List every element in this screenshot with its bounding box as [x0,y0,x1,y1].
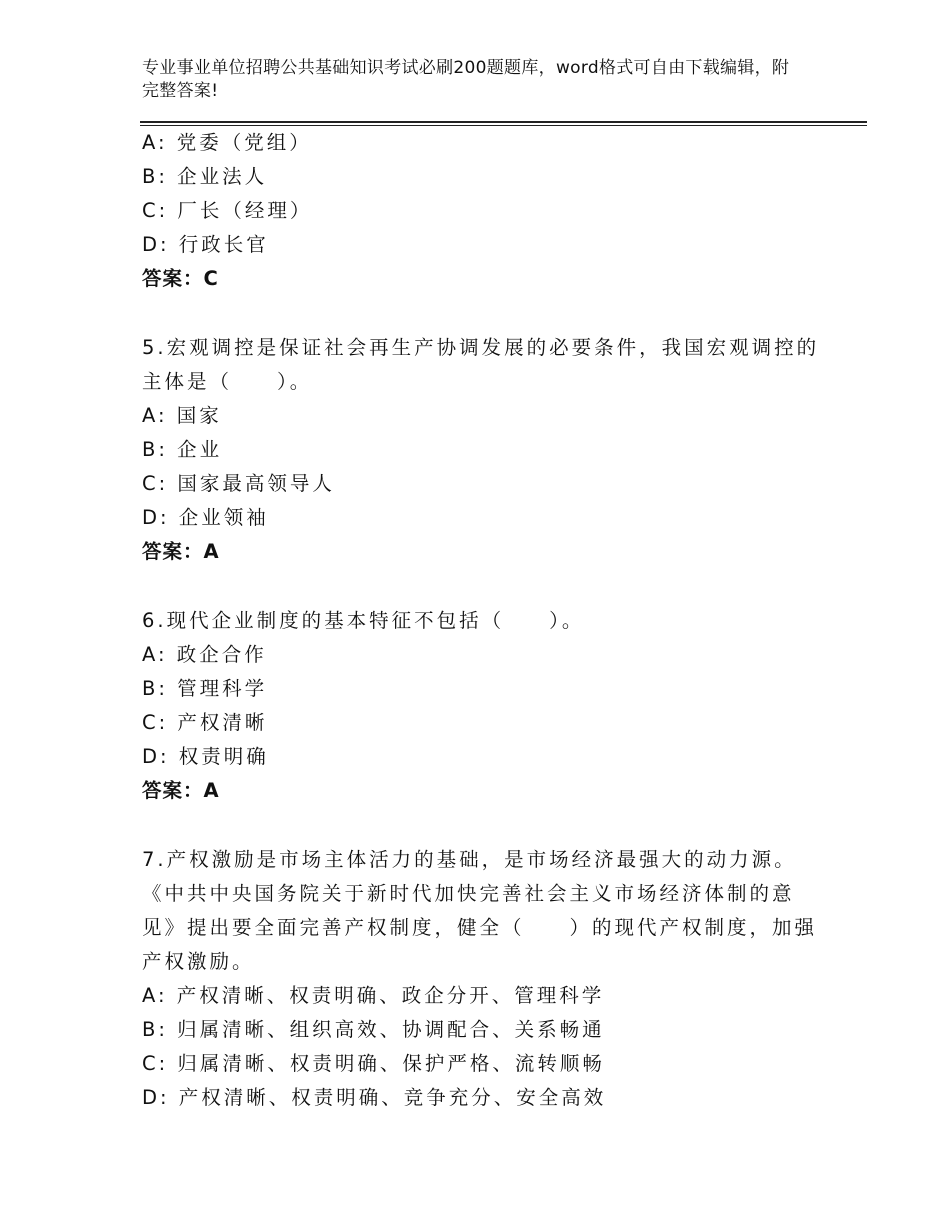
question-text-line: 产权激励。 [142,950,255,973]
option-b: B: 归属清晰、组织高效、协调配合、关系畅通 [142,1018,605,1041]
question-text-line: 7.产权激励是市场主体活力的基础，是市场经济最强大的动力源。 [142,848,797,871]
question-text-line: 主体是（ ）。 [142,370,313,393]
option-a: A: 产权清晰、权责明确、政企分开、管理科学 [142,984,605,1007]
question-text-line: 6.现代企业制度的基本特征不包括（ ）。 [142,609,585,632]
option-c: C: 归属清晰、权责明确、保护严格、流转顺畅 [142,1052,605,1075]
question-text-line: 见》提出要全面完善产权制度，健全（ ）的现代产权制度，加强 [142,916,818,939]
option-c: C: 厂长（经理） [142,199,313,222]
option-c: C: 产权清晰 [142,711,268,734]
option-c: C: 国家最高领导人 [142,472,335,495]
question-text-line: 5.宏观调控是保证社会再生产协调发展的必要条件，我国宏观调控的 [142,336,820,359]
question-text-line: 《中共中央国务院关于新时代加快完善社会主义市场经济体制的意 [142,882,795,905]
option-a: A: 国家 [142,404,222,427]
header-rule-thin [140,125,867,126]
option-b: B: 企业法人 [142,165,268,188]
option-d: D: 企业领袖 [142,506,269,529]
option-a: A: 党委（党组） [142,131,312,154]
option-b: B: 企业 [142,438,223,461]
option-a: A: 政企合作 [142,643,267,666]
answer-label: 答案：A [142,540,220,563]
answer-label: 答案：C [142,267,219,290]
option-d: D: 行政长官 [142,233,269,256]
document-header: 专业事业单位招聘公共基础知识考试必刷200题题库，word格式可自由下载编辑，附完整答案! [142,58,790,101]
answer-label: 答案：A [142,779,220,802]
option-b: B: 管理科学 [142,677,268,700]
option-d: D: 产权清晰、权责明确、竞争充分、安全高效 [142,1086,607,1109]
header-rule-thick [140,121,867,123]
option-d: D: 权责明确 [142,745,269,768]
